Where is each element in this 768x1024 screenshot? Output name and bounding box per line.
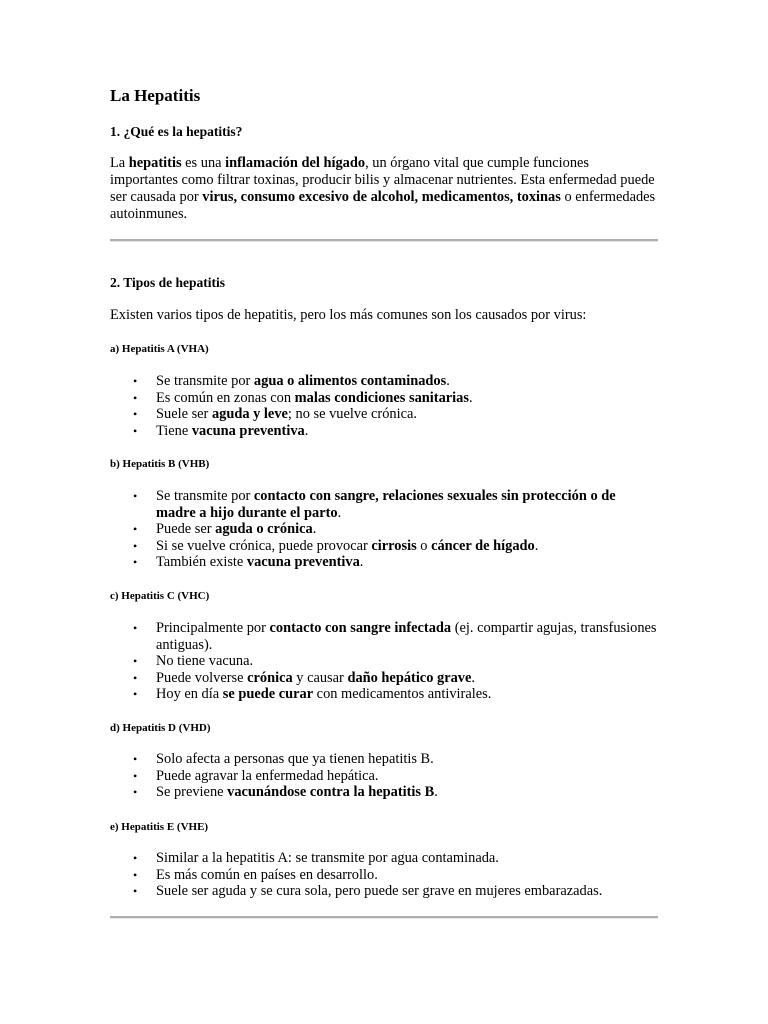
bullet-icon: •	[133, 867, 138, 882]
bullet-icon: •	[133, 884, 138, 898]
text-run: La	[110, 155, 129, 171]
horizontal-rule-bottom	[110, 916, 658, 919]
list-item	[110, 784, 658, 801]
section-1-paragraph	[110, 155, 658, 223]
bullet-icon: •	[133, 374, 138, 388]
bullet-icon: •	[133, 489, 138, 503]
bullet-icon: •	[133, 555, 138, 569]
bold-text: contacto con sangre infectada	[269, 620, 452, 636]
hepatitis-d-list	[110, 751, 658, 801]
text-run: Hoy en día	[156, 686, 223, 702]
list-item	[110, 423, 658, 440]
section-2-heading: 2. Tipos de hepatitis	[110, 275, 226, 290]
hepatitis-d-heading: d) Hepatitis D (VHD)	[110, 722, 211, 734]
text-run: (ej. compartir agujas, transfusiones antiguas).	[156, 620, 657, 653]
bold-text: se puede curar	[222, 686, 314, 702]
text-run: Puede ser	[156, 521, 216, 537]
hepatitis-a-list	[110, 373, 658, 439]
list-item	[110, 653, 658, 670]
text-run: es una	[181, 155, 226, 171]
bold-text: aguda y leve	[211, 406, 288, 422]
list-item	[110, 883, 658, 900]
text-run: con medicamentos antivirales.	[313, 686, 492, 702]
list-item	[110, 521, 658, 538]
section-2-intro: Existen varios tipos de hepatitis, pero los más comunes son los causados por virus:	[110, 307, 587, 323]
hepatitis-c-heading: c) Hepatitis C (VHC)	[110, 590, 210, 602]
bold-text: vacuna preventiva	[191, 422, 305, 439]
bullet-icon: •	[133, 752, 138, 766]
bold-text: inflamación del hígado	[225, 155, 366, 171]
text-run: Es más común en países en desarrollo.	[156, 866, 378, 883]
text-run: o	[416, 537, 432, 554]
text-run: Se previene	[156, 784, 228, 800]
bullet-icon: •	[133, 851, 138, 865]
list-item	[110, 406, 658, 423]
document-title: La Hepatitis	[110, 86, 201, 105]
bullet-icon: •	[133, 423, 138, 438]
text-run: ; no se vuelve crónica.	[287, 406, 417, 422]
text-run: .	[312, 521, 317, 537]
bold-text: agua o alimentos contaminados	[253, 373, 447, 389]
text-run: Tiene	[156, 422, 192, 439]
bold-text: vacunándose contra la hepatitis B	[227, 784, 435, 800]
list-item	[110, 538, 658, 555]
text-run: .	[471, 669, 475, 686]
horizontal-rule	[110, 239, 658, 242]
bullet-icon: •	[133, 768, 138, 783]
text-run: .	[434, 784, 438, 800]
bold-text: daño hepático grave	[347, 669, 472, 686]
text-run: .	[304, 422, 309, 439]
bold-text: contacto con sangre, relaciones sexuales sin protección o de madre a hijo durante el parto	[156, 488, 616, 521]
list-item	[110, 554, 658, 571]
text-run: .	[446, 373, 450, 389]
bullet-icon: •	[133, 522, 138, 536]
bold-text: cirrosis	[371, 537, 417, 554]
section-1-heading: 1. ¿Qué es la hepatitis?	[110, 124, 243, 139]
text-run: Si se vuelve crónica, puede provocar	[156, 537, 372, 554]
list-item	[110, 390, 658, 407]
text-run: Suele ser aguda y se cura sola, pero puede ser grave en mujeres embarazadas.	[156, 883, 603, 899]
bullet-icon: •	[133, 621, 138, 635]
bullet-icon: •	[133, 538, 138, 553]
text-run: Principalmente por	[156, 620, 270, 636]
text-run: Puede volverse	[156, 669, 248, 686]
hepatitis-b-heading: b) Hepatitis B (VHB)	[110, 458, 210, 470]
bullet-icon: •	[133, 670, 138, 685]
text-run: No tiene vacuna.	[156, 653, 254, 669]
hepatitis-a-heading: a) Hepatitis A (VHA)	[110, 343, 209, 355]
text-run: También existe	[156, 554, 247, 570]
bold-text: hepatitis	[128, 155, 182, 171]
bold-text: vacuna preventiva	[246, 554, 360, 570]
list-item	[110, 670, 658, 687]
bold-text: crónica	[247, 669, 293, 686]
hepatitis-e-heading: e) Hepatitis E (VHE)	[110, 821, 209, 833]
bullet-icon: •	[133, 687, 138, 701]
text-run: Se transmite por	[156, 488, 254, 504]
hepatitis-c-list	[110, 620, 658, 703]
list-item	[110, 373, 658, 390]
bullet-icon: •	[133, 390, 138, 405]
text-run: .	[468, 389, 473, 406]
bullet-icon: •	[133, 785, 138, 799]
text-run: o enfermedades autoinmunes.	[110, 189, 656, 222]
bold-text: virus, consumo excesivo de alcohol, medicamentos, toxinas	[202, 189, 561, 205]
bullet-icon: •	[133, 407, 138, 421]
list-item	[110, 850, 658, 867]
list-item	[110, 620, 658, 653]
text-run: Es común en zonas con	[156, 389, 295, 406]
list-item	[110, 867, 658, 884]
text-run: Suele ser	[156, 406, 212, 422]
list-item	[110, 488, 658, 521]
bold-text: malas condiciones sanitarias	[294, 389, 469, 406]
text-run: .	[359, 554, 364, 570]
text-run: Se transmite por	[156, 373, 254, 389]
list-item	[110, 768, 658, 785]
text-run: .	[534, 537, 539, 554]
text-run: Puede agravar la enfermedad hepática.	[156, 767, 379, 784]
hepatitis-e-list	[110, 850, 658, 900]
hepatitis-b-list	[110, 488, 658, 571]
bullet-icon: •	[133, 654, 138, 668]
bold-text: aguda o crónica	[215, 521, 313, 537]
bold-text: cáncer de hígado	[431, 537, 535, 554]
list-item	[110, 751, 658, 768]
text-run: .	[337, 504, 342, 521]
list-item	[110, 686, 658, 703]
text-run: Solo afecta a personas que ya tienen hepatitis B.	[156, 751, 434, 767]
text-run: y causar	[292, 669, 348, 686]
text-run: Similar a la hepatitis A: se transmite por agua contaminada.	[156, 850, 499, 866]
text-run: , un órgano vital que cumple funciones importantes como filtrar toxinas, producir bilis y almacenar nutrientes. Esta enfermedad puede ser causada por	[110, 155, 655, 205]
